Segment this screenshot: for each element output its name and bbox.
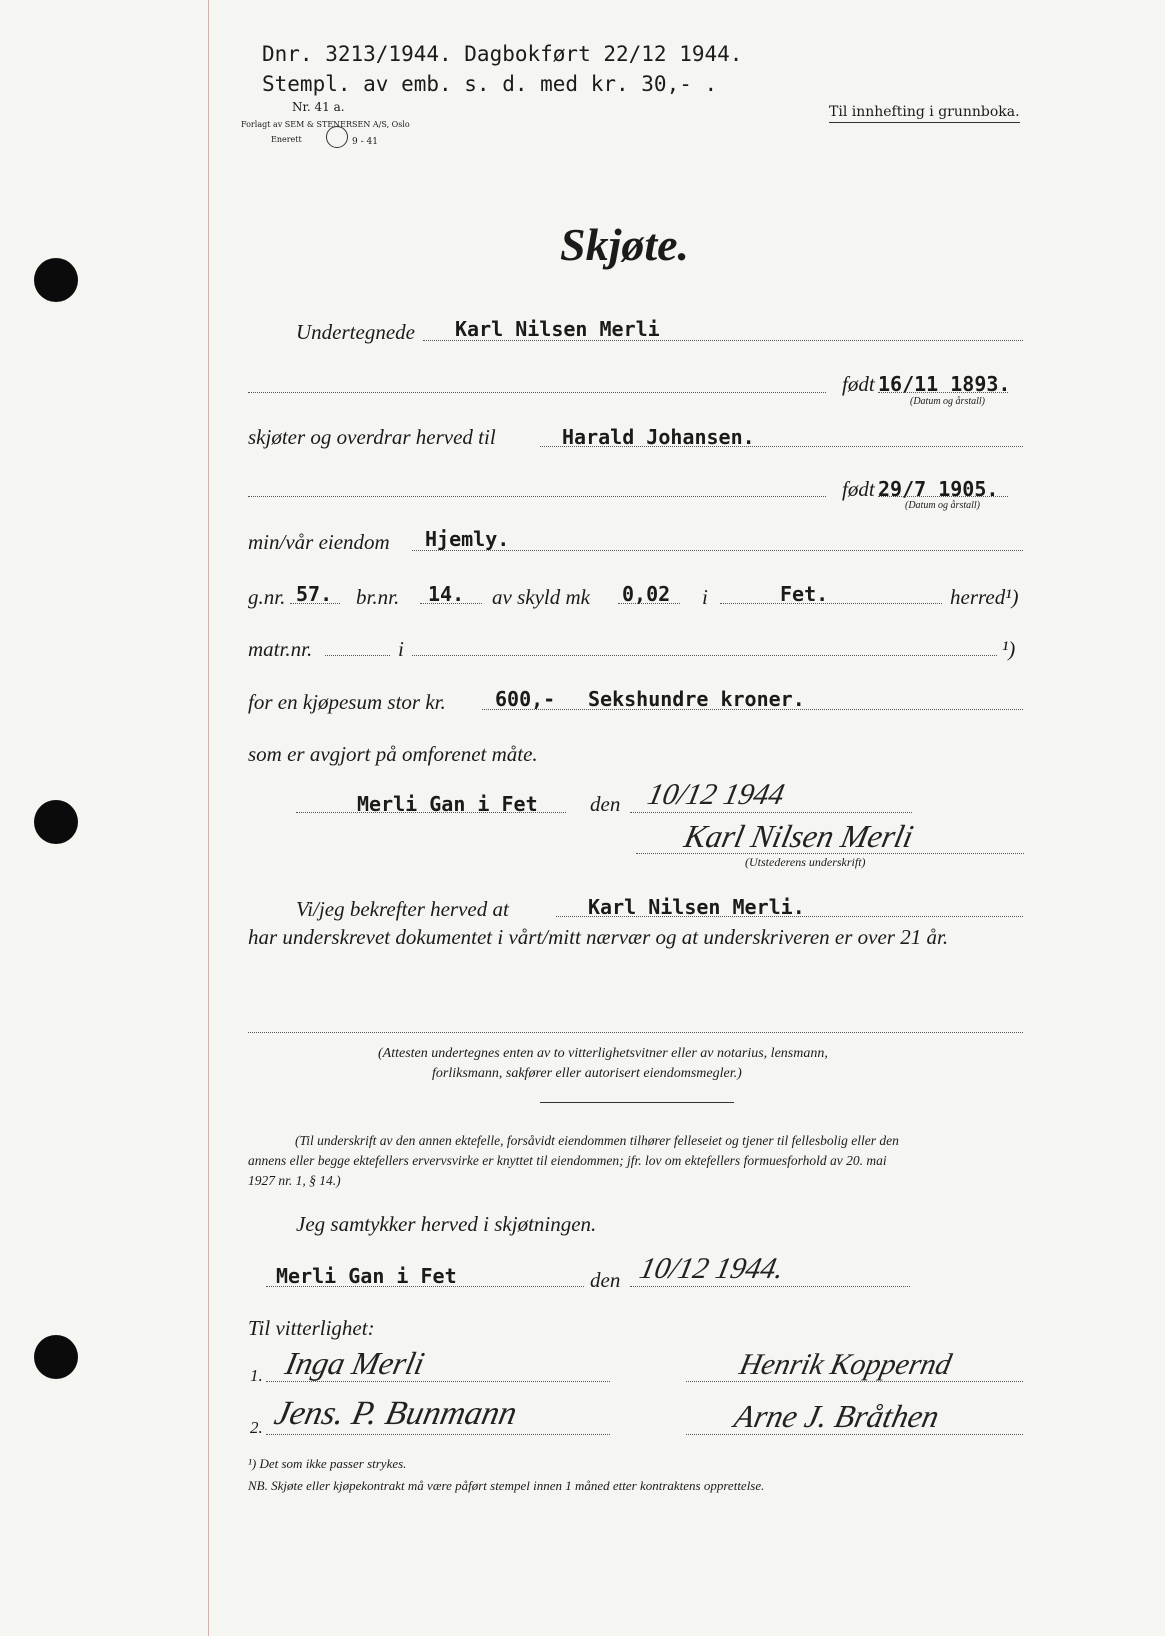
dotted-line [636,853,1024,854]
punch-hole [34,1335,78,1379]
footnote-1: ¹) Det som ikke passer strykes. [248,1456,407,1471]
dotted-line [686,1434,1023,1435]
matr-label: matr.nr. [248,637,313,661]
brnr-label: br.nr. [356,585,400,609]
separator-rule [540,1102,734,1103]
undertegnede-label: Undertegnede [296,320,415,344]
dotted-line [423,340,1023,341]
skyld-label: av skyld mk [492,585,590,609]
dotted-line [720,603,942,604]
confirm-label: Vi/jeg bekrefter herved at [296,897,509,921]
price-label: for en kjøpesum stor kr. [248,690,446,714]
consent-den-label: den [590,1268,621,1292]
form-number: Nr. 41 a. [292,100,345,114]
attest-note-2: forliksmann, sakfører eller autorisert eiendomsmegler.) [432,1066,742,1081]
publisher-enerett: Enerett [271,135,302,144]
punch-hole [34,800,78,844]
dotted-line [540,446,1023,447]
dotted-line [325,655,390,656]
publisher-code: 9 - 41 [352,137,378,147]
registry-line: Dnr. 3213/1944. Dagbokført 22/12 1944. [262,42,743,66]
dotted-line [556,916,1023,917]
matr-footnote-mark: ¹) [1002,637,1016,661]
confirm-text: har underskrevet dokumentet i vårt/mitt nærvær og at underskriveren er over 21 år. [248,925,949,949]
dotted-line [296,812,566,813]
datum-note: (Datum og årstall) [905,500,980,511]
right-note: Til innhefting i grunnboka. [829,104,1020,123]
seller-birthdate: 16/11 1893. [878,372,1011,396]
seller-signature: Karl Nilsen Merli [681,818,917,854]
fodt-label: født [842,477,875,501]
den-label: den [590,792,621,816]
dotted-line [266,1286,584,1287]
dotted-line [412,655,997,656]
dotted-line [630,812,912,813]
datum-note: (Datum og årstall) [910,396,985,407]
settled-text: som er avgjort på omforenet måte. [248,742,538,766]
witness-2-right-signature: Arne J. Bråthen [731,1398,943,1434]
dotted-line [248,496,826,497]
dotted-line [248,1032,1023,1033]
consent-text: Jeg samtykker herved i skjøtningen. [296,1212,597,1236]
herred-value: Fet. [780,582,829,606]
dotted-line [266,1381,610,1382]
publisher: Forlagt av SEM & STENERSEN A/S, Oslo [241,120,410,129]
dotted-line [266,1434,610,1435]
attest-note-1: (Attesten undertegnes enten av to vitterlighetsvitner eller av notarius, lensmann, [378,1046,828,1061]
signing-date-handwritten: 10/12 1944 [644,778,788,811]
signing-place: Merli Gan i Fet [357,792,538,816]
witness-1-left-signature: Inga Merli [282,1345,428,1381]
buyer-birthdate: 29/7 1905. [878,477,999,501]
witness-number-1: 1. [250,1366,263,1385]
confirm-name: Karl Nilsen Merli. [588,895,805,919]
dotted-line [618,603,680,604]
dotted-line [878,392,1008,393]
dotted-line [290,603,340,604]
property-label: min/vår eiendom [248,530,390,554]
dotted-line [248,392,826,393]
margin-line [208,0,209,1636]
witness-number-2: 2. [250,1418,263,1437]
price-value: 600,- [495,687,556,711]
fodt-label: født [842,372,875,396]
dotted-line [878,496,1008,497]
skyld-value: 0,02 [622,582,671,606]
consent-date-handwritten: 10/12 1944. [636,1252,787,1285]
price-words: Sekshundre kroner. [588,687,805,711]
publisher-logo [326,126,348,148]
vitterlighet-label: Til vitterlighet: [248,1316,375,1340]
buyer-name: Harald Johansen. [562,425,755,449]
spouse-note-1: (Til underskrift av den annen ektefelle, forsåvidt eiendommen tilhører felleseiet og tjener til fellesbolig eller den [295,1133,899,1148]
dotted-line [420,603,482,604]
seller-name: Karl Nilsen Merli [455,317,660,341]
footnote-nb: NB. Skjøte eller kjøpekontrakt må være påført stempel innen 1 måned etter kontraktens opprettelse. [248,1478,765,1493]
i-label: i [702,585,708,609]
brnr-value: 14. [428,582,465,606]
herred-label: herred¹) [950,585,1019,609]
dotted-line [686,1381,1023,1382]
gnr-value: 57. [296,582,333,606]
stamp-line: Stempl. av emb. s. d. med kr. 30,- . [262,72,718,96]
property-name: Hjemly. [425,527,510,551]
signature-caption: (Utstederens underskrift) [745,855,866,869]
spouse-note-2: annens eller begge ektefellers ervervsvirke er knyttet til eiendommen; jfr. lov om ektefellers formuesforhold av 20. mai [248,1153,887,1168]
witness-1-right-signature: Henrik Koppernd [736,1348,955,1381]
dotted-line [412,550,1023,551]
gnr-label: g.nr. [248,585,286,609]
consent-place: Merli Gan i Fet [276,1264,457,1288]
witness-2-left-signature: Jens. P. Bunmann [271,1395,521,1432]
document-title: Skjøte. [560,219,690,270]
punch-hole [34,258,78,302]
spouse-note-3: 1927 nr. 1, § 14.) [248,1173,341,1188]
transfer-label: skjøter og overdrar herved til [248,425,496,449]
dotted-line [482,709,1023,710]
matr-i-label: i [398,637,404,661]
dotted-line [630,1286,910,1287]
